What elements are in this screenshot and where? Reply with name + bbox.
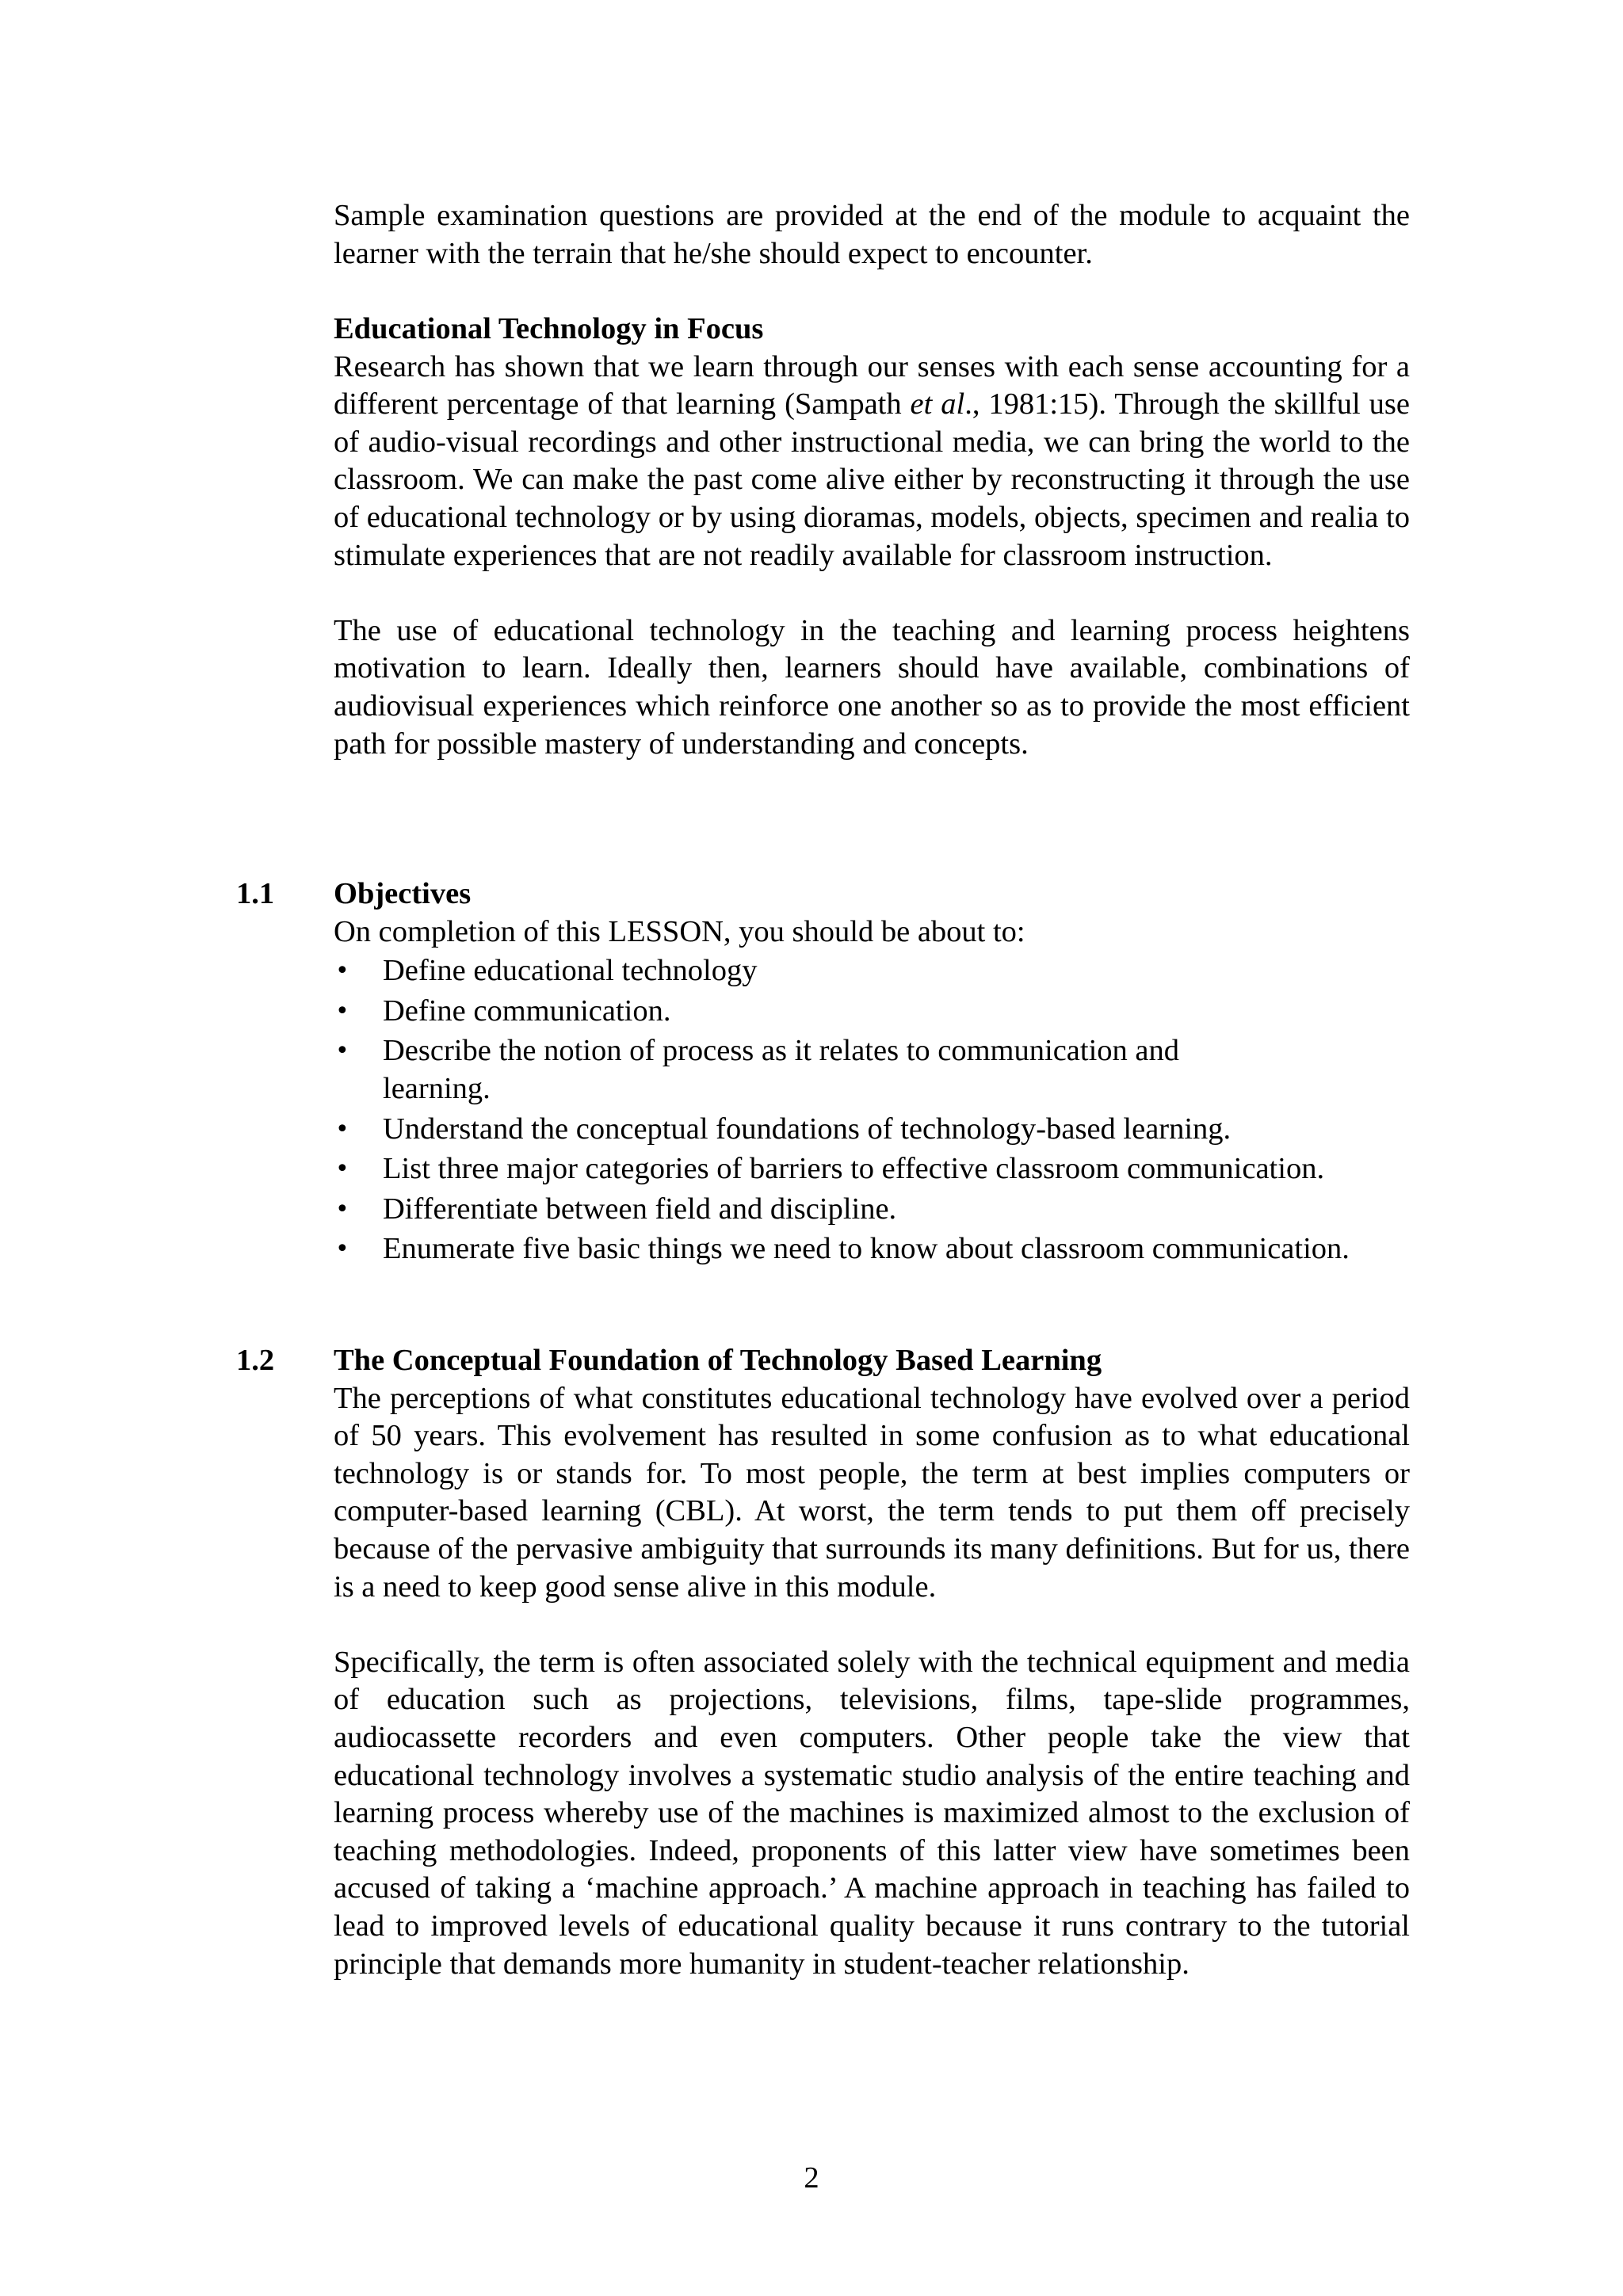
focus-paragraph-1-text-a: Research has shown that we learn through our senses with each sense accounting for a different percentage of that learning (Sampath	[334, 349, 1410, 421]
objective-text: Define communication.	[383, 994, 671, 1028]
list-item	[334, 952, 1410, 990]
bullet-icon: •	[335, 1037, 349, 1066]
focus-paragraph-2: The use of educational technology in the teaching and learning process heightens motivation to learn. Ideally then, learners should have available, combinations of audiovisual experiences which reinforce one another so as to provide the most efficient path for possible mastery of understanding and concepts.	[334, 613, 1410, 761]
focus-paragraph-1	[334, 349, 1410, 575]
focus-heading: Educational Technology in Focus	[334, 312, 764, 345]
section-1-1-heading: Objectives	[334, 877, 472, 910]
objectives-list	[334, 952, 1410, 1268]
list-item	[334, 1230, 1410, 1268]
section-1-2-paragraph-1: The perceptions of what constitutes educational technology have evolved over a period of 50 years. This evolvement has resulted in some confusion as to what educational technology is or stands for. To most people, the term at best implies computers or computer-based learning (CBL). At worst, the term tends to put them off precisely because of the pervasive ambiguity that surrounds its many definitions. But for us, there is a need to keep good sense alive in this module.	[334, 1381, 1410, 1604]
bullet-icon: •	[335, 1235, 349, 1264]
objective-text: Enumerate five basic things we need to know about classroom communication.	[383, 1232, 1350, 1266]
section-1-2-paragraph-2: Specifically, the term is often associated solely with the technical equipment and media of education such as projections, televisions, films, tape-slide programmes, audiocassette recorders and even computers. Other people take the view that educational technology involves a systematic studio analysis of the entire teaching and learning process whereby use of the machines is maximized almost to the exclusion of teaching methodologies. Indeed, proponents of this latter view have sometimes been accused of taking a ‘machine approach.’ A machine approach in teaching has failed to lead to improved levels of educational quality because it runs contrary to the tutorial principle that demands more humanity in student-teacher relationship.	[334, 1645, 1410, 1981]
objective-text: List three major categories of barriers to effective classroom communication.	[383, 1152, 1325, 1186]
intro-paragraph: Sample examination questions are provided at the end of the module to acquaint the learner with the terrain that he/she should expect to encounter.	[334, 199, 1410, 270]
list-item	[334, 1150, 1410, 1188]
objective-text: Differentiate between field and discipline.	[383, 1192, 897, 1226]
objective-text: Define educational technology	[383, 954, 758, 988]
bullet-icon: •	[335, 957, 349, 986]
list-item	[334, 993, 1410, 1031]
section-1-2-number: 1.2	[236, 1344, 275, 1377]
bullet-icon: •	[335, 997, 349, 1025]
focus-paragraph-1-text-b: ., 1981:15). Through the skillful use of audio-visual recordings and other instructional media, we can bring the world to the classroom. We can make the past come alive either by reconstructing it through the use of educational technology or by using dioramas, models, objects, specimen and realia to stimulate experiences that are not readily available for classroom instruction.	[334, 387, 1410, 572]
list-item	[334, 1111, 1410, 1149]
section-1-2-block	[334, 1342, 1410, 1983]
objective-text: Understand the conceptual foundations of technology-based learning.	[383, 1112, 1232, 1146]
list-item	[334, 1191, 1410, 1229]
page-number: 2	[804, 2161, 819, 2195]
section-1-1-number: 1.1	[236, 877, 275, 910]
objectives-lead: On completion of this LESSON, you should be about to:	[334, 914, 1025, 948]
list-item	[334, 1032, 1410, 1108]
bullet-icon: •	[335, 1195, 349, 1223]
objective-text: Describe the notion of process as it relates to communication and learning.	[383, 1034, 1179, 1105]
focus-paragraph-1-italic: et al	[910, 387, 965, 421]
bullet-icon: •	[335, 1115, 349, 1143]
section-1-2-heading: The Conceptual Foundation of Technology Based Learning	[334, 1344, 1102, 1377]
intro-block	[334, 197, 1410, 273]
section-1-1-block	[334, 875, 1410, 1271]
focus-block	[334, 311, 1410, 763]
bullet-icon: •	[335, 1155, 349, 1184]
